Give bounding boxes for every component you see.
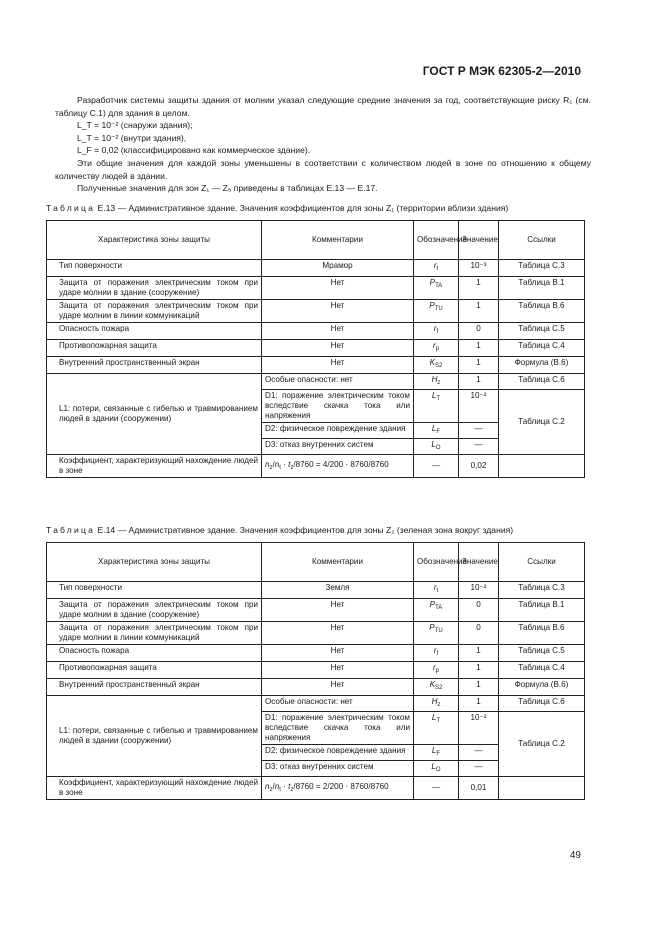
cell-value: 1	[459, 696, 499, 712]
cell-comment: Нет	[262, 300, 414, 323]
cell-symbol: $L_F$	[414, 423, 459, 439]
cell-reference: Таблица С.5	[499, 323, 585, 340]
cell-loss-characteristic: L1: потери, связанные с гибелью и травмированием людей в здании (сооружении)	[47, 374, 262, 455]
cell-characteristic: Защита от поражения электрическим током при ударе молнии в здание (сооружение)	[47, 277, 262, 300]
cell-reference: Таблица В.6	[499, 300, 585, 323]
cell-value: 1	[459, 357, 499, 374]
header-characteristic: Характеристика зоны защиты	[47, 221, 262, 260]
cell-symbol: $P_{TU}$	[414, 622, 459, 645]
cell-comment: Мрамор	[262, 260, 414, 277]
cell-value: —	[459, 439, 499, 455]
cell-symbol: $r_f$	[414, 645, 459, 662]
cell-comment: Нет	[262, 622, 414, 645]
table-row	[47, 323, 585, 340]
cell-symbol: $K_{S2}$	[414, 357, 459, 374]
cell-reference: Таблица В.1	[499, 277, 585, 300]
cell-comment: Нет	[262, 340, 414, 357]
intro-lt-inside: L_T = 10⁻² (внутри здания),	[77, 132, 187, 143]
cell-comment: Особые опасности: нет	[262, 696, 414, 712]
cell-value: 1	[459, 300, 499, 323]
cell-value: —	[459, 761, 499, 777]
cell-value: 0,01	[459, 777, 499, 800]
table-row	[47, 374, 585, 390]
intro-text	[55, 94, 591, 195]
cell-symbol: $r_t$	[414, 582, 459, 599]
cell-reference: Формула (В.6)	[499, 357, 585, 374]
table-14	[46, 542, 585, 800]
header-value: Значение	[459, 543, 499, 582]
cell-comment: Нет	[262, 599, 414, 622]
cell-value: 1	[459, 374, 499, 390]
cell-reference: Таблица С.4	[499, 662, 585, 679]
table-row	[47, 645, 585, 662]
cell-reference: Таблица С.3	[499, 260, 585, 277]
header-comments: Комментарии	[262, 221, 414, 260]
cell-value: —	[459, 745, 499, 761]
cell-symbol: $r_t$	[414, 260, 459, 277]
cell-comment: $n_z/n_t \cdot t_z/8760 = 2/200 \cdot 8760/8760$	[262, 777, 414, 800]
table-row	[47, 679, 585, 696]
header-comments: Комментарии	[262, 543, 414, 582]
standard-header: ГОСТ Р МЭК 62305-2—2010	[422, 64, 581, 78]
cell-characteristic: Коэффициент, характеризующий нахождение людей в зоне	[47, 777, 262, 800]
cell-symbol: $H_z$	[414, 696, 459, 712]
cell-characteristic: Защита от поражения электрическим током при ударе молнии в линии коммуникаций	[47, 300, 262, 323]
cell-reference: Таблица С.5	[499, 645, 585, 662]
cell-reference: Таблица В.6	[499, 622, 585, 645]
table-13-caption	[46, 203, 606, 213]
cell-loss-reference: Таблица С.2	[499, 390, 585, 455]
intro-lf: L_F = 0,02 (классифицировано как коммерческое здание).	[77, 145, 311, 156]
cell-reference: Таблица В.1	[499, 599, 585, 622]
table-row	[47, 582, 585, 599]
cell-value: 10⁻²	[459, 712, 499, 745]
cell-comment: Нет	[262, 323, 414, 340]
cell-comment: D1: поражение электрическим током вследствие скачка тока или напряжения	[262, 712, 414, 745]
cell-reference: Таблица С.3	[499, 582, 585, 599]
intro-paragraph-2: Эти общие значения для каждой зоны уменьшены в соответствии с количеством людей в зоне по отношению к общему количеству людей в здании.	[55, 157, 591, 181]
cell-comment: $n_z/n_t \cdot t_z/8760 = 4/200 \cdot 8760/8760$	[262, 455, 414, 478]
table-row	[47, 696, 585, 712]
cell-characteristic: Коэффициент, характеризующий нахождение людей в зоне	[47, 455, 262, 478]
cell-value: 0	[459, 622, 499, 645]
header-references: Ссылки	[499, 221, 585, 260]
cell-symbol: —	[414, 455, 459, 478]
table-row	[47, 340, 585, 357]
cell-characteristic: Внутренний пространственный экран	[47, 679, 262, 696]
table-row	[47, 622, 585, 645]
table-row	[47, 357, 585, 374]
cell-comment: D3: отказ внутренних систем	[262, 761, 414, 777]
cell-reference	[499, 777, 585, 800]
cell-comment: Нет	[262, 679, 414, 696]
table-14-caption	[46, 525, 606, 535]
cell-symbol: $H_z$	[414, 374, 459, 390]
cell-characteristic: Внутренний пространственный экран	[47, 357, 262, 374]
cell-characteristic: Тип поверхности	[47, 260, 262, 277]
table-row	[47, 455, 585, 478]
cell-symbol: $P_{TA}$	[414, 599, 459, 622]
cell-comment: D1: поражение электрическим током вследствие скачка тока или напряжения	[262, 390, 414, 423]
cell-characteristic: Опасность пожара	[47, 645, 262, 662]
cell-value: 0,02	[459, 455, 499, 478]
cell-symbol: $L_O$	[414, 439, 459, 455]
cell-reference	[499, 455, 585, 478]
table-14-caption-text: Е.14 — Административное здание. Значения коэффициентов для зоны Z₂ (зеленая зона вокруг здания)	[97, 525, 514, 535]
cell-value: 0	[459, 599, 499, 622]
cell-reference: Таблица С.4	[499, 340, 585, 357]
cell-value: —	[459, 423, 499, 439]
cell-characteristic: Тип поверхности	[47, 582, 262, 599]
cell-loss-reference: Таблица С.2	[499, 712, 585, 777]
cell-value: 10⁻³	[459, 260, 499, 277]
table-row	[47, 277, 585, 300]
table-row	[47, 300, 585, 323]
intro-paragraph-1: Разработчик системы защиты здания от молнии указал следующие средние значения за год, соответствующие риску R₁ (см. таблицу С.1) для здания в целом.	[55, 95, 591, 118]
cell-characteristic: Защита от поражения электрическим током при ударе молнии в здание (сооружение)	[47, 599, 262, 622]
cell-symbol: $L_O$	[414, 761, 459, 777]
header-references: Ссылки	[499, 543, 585, 582]
cell-value: 0	[459, 323, 499, 340]
page-number: 49	[569, 850, 581, 861]
cell-value: 1	[459, 679, 499, 696]
table-13-caption-text: Е.13 — Административное здание. Значения коэффициентов для зоны Z₁ (территории вблизи здания)	[97, 203, 509, 213]
table-row	[47, 260, 585, 277]
cell-comment: D2: физическое повреждение здания	[262, 423, 414, 439]
cell-symbol: —	[414, 777, 459, 800]
cell-value: 1	[459, 662, 499, 679]
cell-value: 10⁻²	[459, 582, 499, 599]
table-13-caption-lead: Таблица	[46, 203, 96, 213]
cell-reference: Таблица С.6	[499, 374, 585, 390]
cell-comment: D3: отказ внутренних систем	[262, 439, 414, 455]
table-header-row	[47, 543, 585, 582]
header-value: Значение	[459, 221, 499, 260]
header-symbol: Обозначение	[414, 221, 459, 260]
table-header-row	[47, 221, 585, 260]
cell-comment: Земля	[262, 582, 414, 599]
intro-lt-outside: L_T = 10⁻² (снаружи здания);	[77, 120, 193, 131]
table-row	[47, 662, 585, 679]
table-14-caption-lead: Таблица	[46, 525, 96, 535]
cell-symbol: $L_T$	[414, 712, 459, 745]
cell-value: 10⁻²	[459, 390, 499, 423]
header-symbol: Обозначение	[414, 543, 459, 582]
cell-comment: Нет	[262, 277, 414, 300]
cell-symbol: $r_p$	[414, 340, 459, 357]
cell-symbol: $P_{TA}$	[414, 277, 459, 300]
cell-comment: D2: физическое повреждение здания	[262, 745, 414, 761]
intro-paragraph-3: Полученные значения для зон Z₁ — Z₅ приведены в таблицах Е.13 — Е.17.	[77, 183, 378, 194]
table-row	[47, 599, 585, 622]
cell-symbol: $r_p$	[414, 662, 459, 679]
cell-comment: Нет	[262, 357, 414, 374]
cell-value: 1	[459, 277, 499, 300]
cell-value: 1	[459, 645, 499, 662]
cell-loss-characteristic: L1: потери, связанные с гибелью и травмированием людей в здании (сооружении)	[47, 696, 262, 777]
cell-characteristic: Защита от поражения электрическим током при ударе молнии в линии коммуникаций	[47, 622, 262, 645]
cell-comment: Нет	[262, 662, 414, 679]
cell-symbol: $L_T$	[414, 390, 459, 423]
cell-comment: Особые опасности: нет	[262, 374, 414, 390]
cell-comment: Нет	[262, 645, 414, 662]
cell-characteristic: Противопожарная защита	[47, 662, 262, 679]
table-13	[46, 220, 585, 478]
cell-reference: Формула (В.6)	[499, 679, 585, 696]
cell-characteristic: Противопожарная защита	[47, 340, 262, 357]
cell-reference: Таблица С.6	[499, 696, 585, 712]
cell-characteristic: Опасность пожара	[47, 323, 262, 340]
header-characteristic: Характеристика зоны защиты	[47, 543, 262, 582]
cell-symbol: $P_{TU}$	[414, 300, 459, 323]
cell-symbol: $r_f$	[414, 323, 459, 340]
cell-value: 1	[459, 340, 499, 357]
cell-symbol: $K_{S2}$	[414, 679, 459, 696]
table-row	[47, 777, 585, 800]
cell-symbol: $L_F$	[414, 745, 459, 761]
